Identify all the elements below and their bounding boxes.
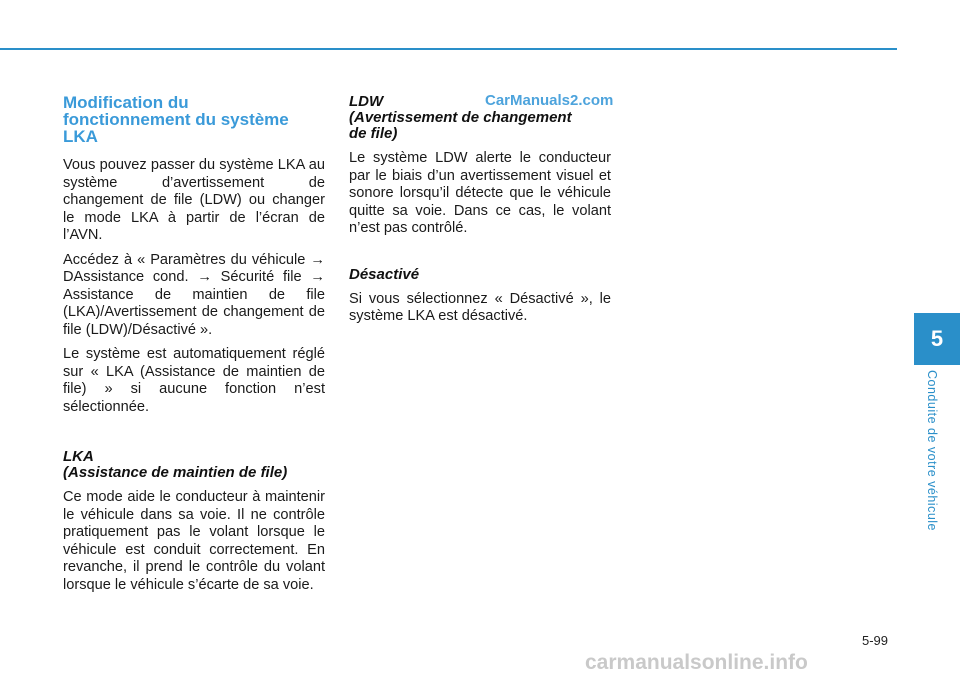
off-subheading: Désactivé	[349, 265, 420, 283]
paragraph-lka: Ce mode aide le conducteur à maintenir le véhicule dans sa voie. Il ne contrôle pratiquement pas le volant lorsque le véhicule est conduit correctement. En revanche, il prend le contrôle du volant lorsque le véhicule s’écarte de sa voie.	[63, 489, 325, 593]
heading-line-3: LKA	[63, 127, 98, 146]
page-number: 5-99	[862, 633, 889, 648]
chapter-side-label	[925, 370, 941, 545]
paragraph-off: Si vous sélectionnez « Désactivé », le système LKA est désactivé.	[349, 290, 611, 324]
lka-subhead-line-2: (Assistance de maintien de file)	[63, 464, 288, 481]
paragraph-default: Le système est automatiquement réglé sur « LKA (Assistance de maintien de file) » si aucune fonction n’est sélectionnée.	[63, 346, 325, 415]
paragraph-ldw: Le système LDW alerte le conducteur par le biais d’un avertissement visuel et sonore lorsqu’il détecte que le véhicule quitte sa voie. Dans ce cas, le volant n’est pas contrôlé.	[349, 150, 611, 236]
chapter-number-tab: 5	[914, 313, 960, 365]
left-column	[63, 94, 325, 601]
lka-subheading	[63, 449, 325, 481]
heading-line-1: Modification du	[63, 93, 189, 112]
lka-subhead-line-1: LKA	[63, 448, 94, 465]
ldw-subhead-line-3: de file)	[349, 125, 398, 142]
paragraph-access: Accédez à « Paramètres du véhicule → DAssistance cond. → Sécurité file → Assistance de maintien de file (LKA)/Avertissement de changement de file (LDW)/Désactivé ».	[63, 251, 325, 338]
right-column	[349, 92, 614, 333]
heading-line-2: fonctionnement du système	[63, 110, 289, 129]
top-rule	[0, 48, 897, 50]
watermark-top[interactable]: CarManuals2.com	[485, 92, 614, 109]
paragraph-intro: Vous pouvez passer du système LKA au système d’avertissement de changement de file (LDW) ou changer le mode LKA à partir de l’écran de l’AVN.	[63, 157, 325, 243]
section-heading	[63, 94, 325, 145]
ldw-subhead-line-2: (Avertissement de changement	[349, 109, 572, 126]
chapter-title: Conduite de votre véhicule	[925, 370, 939, 532]
watermark-bottom[interactable]: carmanualsonline.info	[585, 651, 808, 674]
ldw-subhead-line-1: LDW	[349, 93, 384, 110]
